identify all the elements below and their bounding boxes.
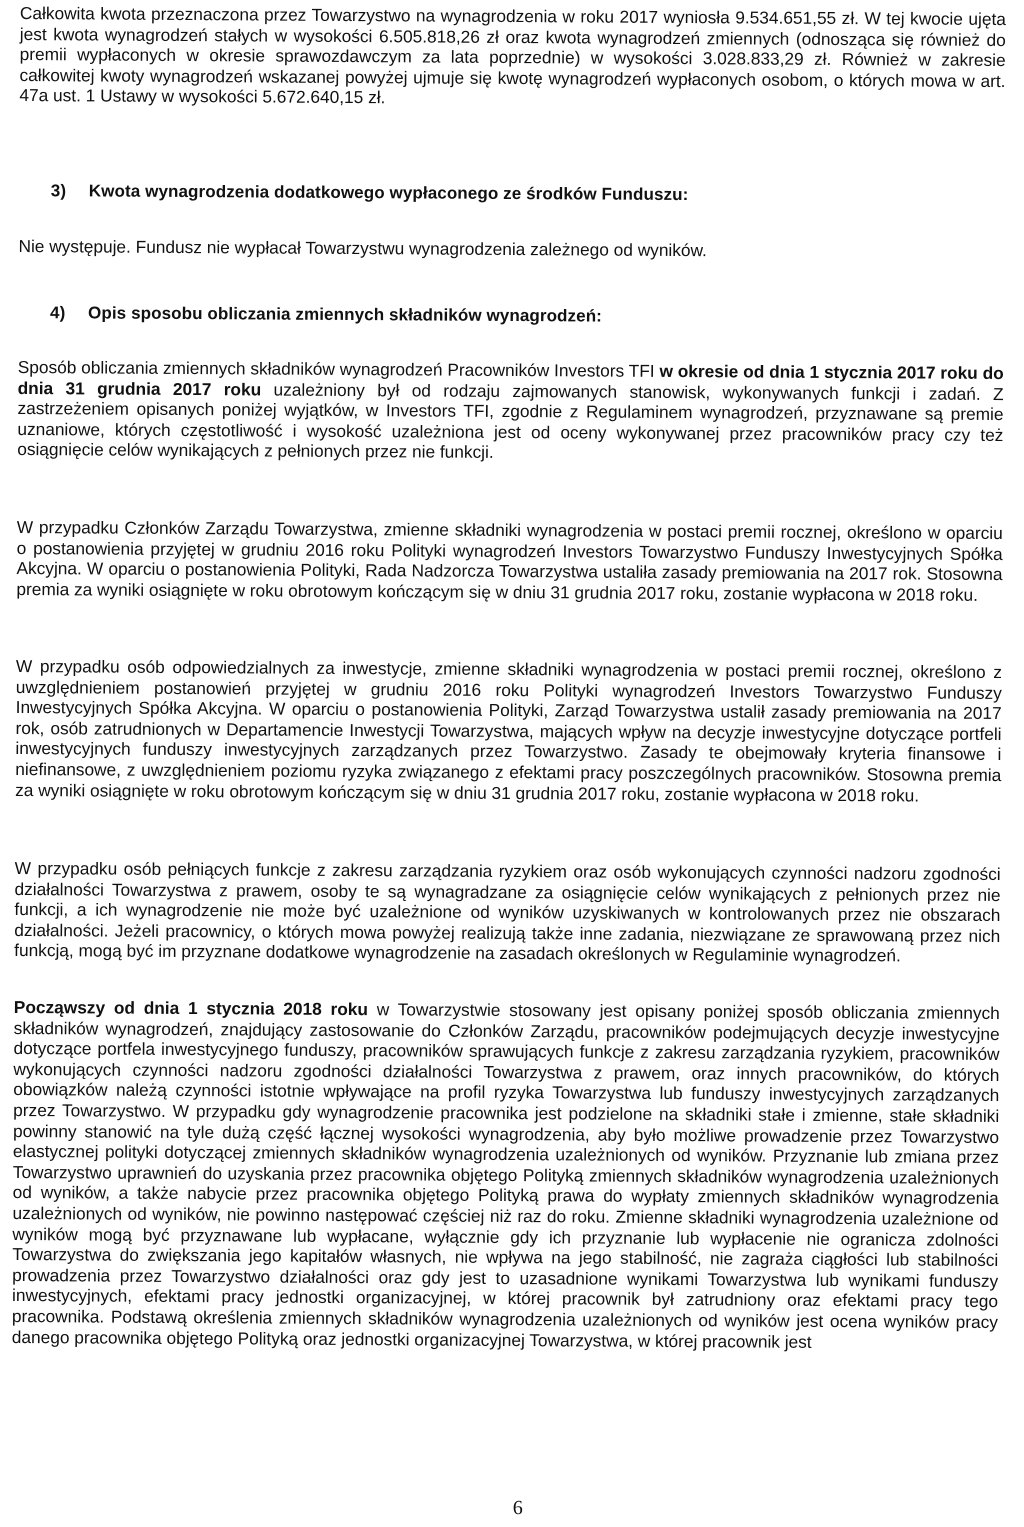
method-text-start: Sposób obliczania zmiennych składników wynagrodzeń Pracowników Investors TFI <box>17 356 660 381</box>
paragraph-section-3-body: Nie występuje. Fundusz nie wypłacał Towarzystwu wynagrodzenia zależnego od wyników. <box>18 235 707 261</box>
section-4-title: Opis sposobu obliczania zmiennych składników wynagrodzeń: <box>88 303 603 326</box>
paragraph-investment-staff: W przypadku osób odpowiedzialnych za inwestycje, zmienne składniki wynagrodzenia w postaci premii rocznej, określono z uwzględnieniem postanowień przyjętej w grudniu 2016 roku Polityki wynagrodzeń Investors Towarzystwo Funduszy Inwestycyjnych Spółka Akcyjna. W oparciu o postanowienia Polityki, Zarząd Towarzystwa ustalił zasady premiowania na 2017 rok, osób zatrudnionych w Departamencie Inwestycji Towarzystwa, mających wpływ na decyzje inwestycyjne dotyczące portfeli inwestycyjnych funduszy inwestycyjnych zarządzanych przez Towarzystwo. Zasady te obejmowały kryteria finansowe i niefinansowe, z uwzględnieniem poziomu ryzyka związanego z efektami pracy poszczególnych pracowników. Stosowna premia za wyniki osiągnięte w roku obrotowym kończącym się w dniu 31 grudnia 2017 roku, zostanie wypłacona w 2018 roku. <box>15 655 1002 806</box>
section-3-title: Kwota wynagrodzenia dodatkowego wypłaconego ze środków Funduszu: <box>88 181 689 205</box>
heading-section-4 <box>50 303 602 326</box>
paragraph-variable-remuneration-method <box>17 357 1004 466</box>
paragraph-from-2018 <box>12 997 1000 1353</box>
method-text-end: uzależniony był od rodzaju zajmowanych stanowisk, wykonywanych funkcji i zadań. Z zastrzeżeniem opisanych poniżej wyjątków, w Investors TFI, zgodnie z Regulaminem wynagrodzeń, przyznawane są premie uznaniowe, których częstotliwość i wysokość uzależniona jest od oceny wykonywanej przez pracowników pracy czy też osiągnięcie celów wynikających z pełnionych przez nie funkcji. <box>17 379 1004 463</box>
document-page <box>11 0 1006 1527</box>
method-period-bold: w okresie od dnia 1 stycznia 2017 roku do dnia 31 grudnia 2017 roku <box>17 360 1004 400</box>
paragraph-total-remuneration: Całkowita kwota przeznaczona przez Towarzystwo na wynagrodzenia w roku 2017 wyniosła 9.534.651,55 zł. W tej kwocie ujęta jest kwota wynagrodzeń stałych w wysokości 6.505.818,26 zł oraz kwota wynagrodzeń zmiennych (odnosząca się również do premii wypłaconych w okresie sprawozdawczym za lata poprzednie) w wysokości 3.028.833,29 zł. Również w zakresie całkowitej kwoty wynagrodzeń wskazanej powyżej ujmuje się kwotę wynagrodzeń wypłaconych osobom, o których mowa w art. 47a ust. 1 Ustawy w wysokości 5.672.640,15 zł. <box>19 2 1006 108</box>
from-2018-bold: Począwszy od dnia 1 stycznia 2018 roku <box>13 996 369 1020</box>
from-2018-text: w Towarzystwie stosowany jest opisany poniżej sposób obliczania zmiennych składników wynagrodzeń, znajdujący zastosowanie do Członków Zarządu, pracowników podejmujących decyzje inwestycyjne dotyczące portfela inwestycyjnego funduszy, pracowników sprawujących funkcje z zakresu zarządzania ryzykiem, pracowników wykonujących czynności nadzoru zgodności działalności Towarzystwa z prawem, oraz innych pracowników, do których obowiązków należą czynności istotnie wpływające na profil ryzyka Towarzystwa lub funduszy inwestycyjnych zarządzanych przez Towarzystwo. W przypadku gdy wynagrodzenie pracownika jest podzielone na składniki stałe i zmienne, stałe składniki powinny stanowić na tyle dużą część łącznej wysokości wynagrodzenia, aby było możliwe prowadzenie przez Towarzystwo elastycznej polityki dotyczącej zmiennych składników wynagrodzenia uzależnionych od wyników. Przyznanie lub zmiana przez Towarzystwo uprawnień do uzyskania przez pracownika objętego Polityką zmiennych składników wynagrodzenia uzależnionych od wyników, a także nabycie przez pracownika objętego Polityką prawa do wypłaty zmiennych składników wynagrodzenia uzależnionych od wyników, nie powinno następować częściej niż raz do roku. Zmienne składniki wynagrodzenia uzależnione od wyników mogą być przyznawane lub wypłacane, wyłącznie gdy ich przyznanie lub wypłacenie nie ogranicza zdolności Towarzystwa do zwiększania jego kapitałów własnych, nie wpływa na jego stabilność, nie zagraża ciągłości lub stabilności prowadzenia przez Towarzystwo działalności oraz gdy jest to uzasadnione wynikami Towarzystwa lub wynikami funduszy inwestycyjnych, efektami pracy jednostki organizacyjnej, w której pracownik był zatrudniony oraz efektami pracy tego pracownika. Podstawą określenia zmiennych składników wynagrodzenia uzależnionych od wyników jest ocena wyników pracy danego pracownika objętego Polityką oraz jednostki organizacyjnej Towarzystwa, w której pracownik jest <box>11 999 1000 1352</box>
section-4-number: 4) <box>50 303 66 323</box>
page-number: 6 <box>512 1497 523 1520</box>
paragraph-management-board: W przypadku Członków Zarządu Towarzystwa, zmienne składniki wynagrodzenia w postaci premii rocznej, określono w oparciu o postanowienia przyjętej w grudniu 2016 roku Polityki wynagrodzeń Investors Towarzystwo Funduszy Inwestycyjnych Spółka Akcyjna. W oparciu o postanowienia Polityki, Rada Nadzorcza Towarzystwa ustaliła zasady premiowania na 2017 rok. Stosowna premia za wyniki osiągnięte w roku obrotowym kończącym się w dniu 31 grudnia 2017 roku, zostanie wypłacona w 2018 roku. <box>16 516 1003 605</box>
paragraph-risk-compliance-staff: W przypadku osób pełniących funkcje z zakresu zarządzania ryzykiem oraz osób wykonujących czynności nadzoru zgodności działalności Towarzystwa z prawem, osoby te są wynagradzane za osiągnięcie celów wynikających z pełnionych przez nie funkcji, a ich wynagrodzenie nie może być uzależnione od wyników uzyskiwanych w kontrolowanych przez nie obszarach działalności. Jeżeli pracownicy, o których mowa powyżej realizują także inne zadania, niezwiązane ze sprawowaną przez nich funkcją, mogą być im przyznane dodatkowe wynagrodzenie na zasadach określonych w Regulaminie wynagrodzeń. <box>14 857 1001 966</box>
heading-section-3 <box>51 181 689 205</box>
section-3-number: 3) <box>50 181 67 201</box>
